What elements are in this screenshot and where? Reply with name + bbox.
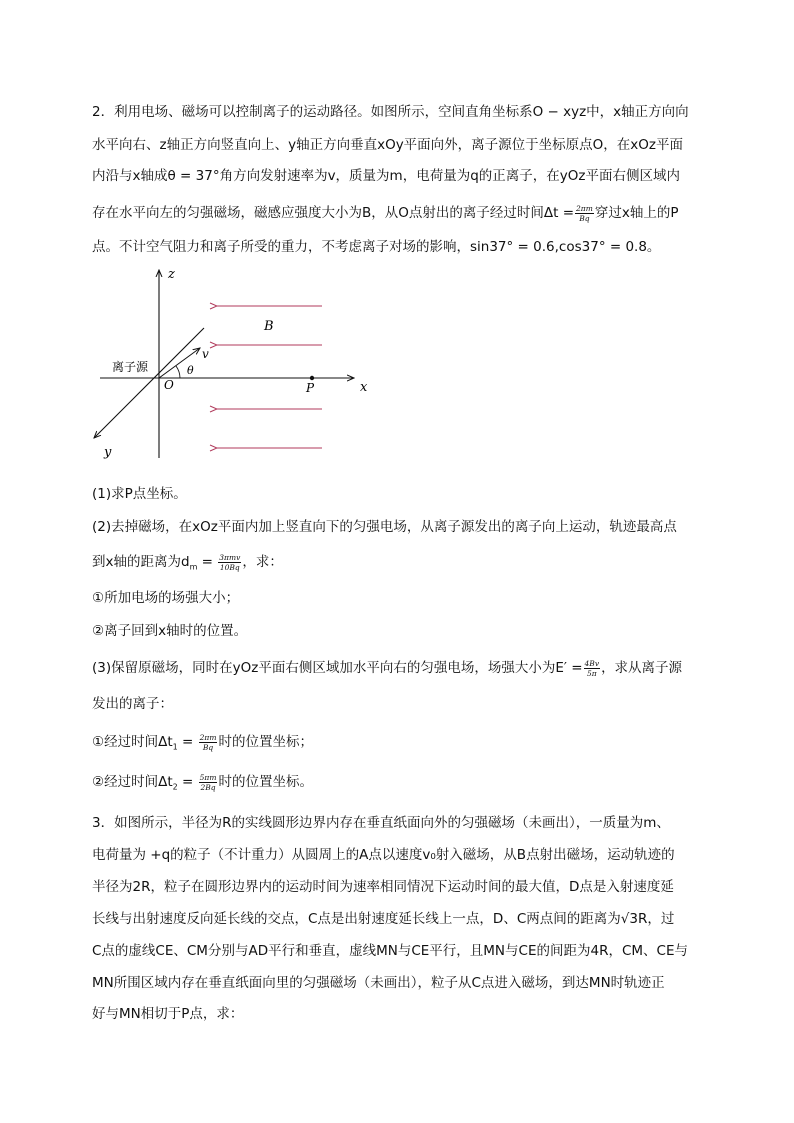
- equals-sign: =: [177, 734, 198, 750]
- q2-sub-3-item-1: [92, 732, 313, 758]
- point-p-label: P: [306, 381, 315, 395]
- velocity-label: v: [202, 347, 209, 361]
- dt1-text: ①经过时间Δt: [92, 734, 173, 750]
- y-axis: [94, 328, 204, 438]
- fraction-numerator: 5πm: [199, 772, 217, 782]
- q3-line-2: 电荷量为 +q的粒子（不计重力）从圆周上的A点以速度v₀射入磁场，从B点射出磁场，运动轨迹的: [92, 847, 675, 863]
- y-axis-label: y: [104, 445, 112, 460]
- q2-line-4-text-a: 存在水平向左的匀强磁场，磁感应强度大小为B，从O点射出的离子经过时间Δt =: [92, 205, 575, 221]
- ion-source-label: 离子源: [112, 360, 149, 374]
- q2-sub-3-line-2: 发出的离子：: [92, 696, 173, 712]
- fraction-numerator: 4Bv: [584, 658, 600, 668]
- fraction-denominator: 5π: [586, 668, 597, 678]
- theta-label: θ: [187, 364, 194, 377]
- z-axis-label: z: [168, 267, 175, 282]
- q2-sub-3-item-2: [92, 772, 313, 798]
- q3-line-5: C点的虚线CE、CM分别与AD平行和垂直，虚线MN与CE平行，且MN与CE的间距为4R，CM、CE与: [92, 943, 688, 959]
- fraction-denominator: Bq: [579, 213, 590, 223]
- dt2-tail: 时的位置坐标。: [218, 774, 313, 790]
- q2-time-fraction: [575, 204, 594, 223]
- point-p-marker: [310, 376, 314, 380]
- sub3-text-b: ，求从离子源: [601, 660, 683, 676]
- dt2-fraction: [199, 773, 218, 792]
- q2-sub-1: (1)求P点坐标。: [92, 486, 187, 502]
- origin-label: O: [164, 378, 174, 392]
- dt2-subscript: 2: [172, 782, 178, 792]
- q3-line-3: 半径为2R，粒子在圆形边界内的运动时间为速率相同情况下运动时间的最大值，D点是入射速度延: [92, 879, 674, 895]
- fraction-denominator: 10Bq: [219, 562, 240, 572]
- fraction-denominator: 2Bq: [200, 782, 216, 792]
- dm-subscript: m: [189, 562, 198, 572]
- equals-sign: =: [177, 774, 198, 790]
- q2-line-2: 水平向右、z轴正方向竖直向上、y轴正方向垂直xOy平面向外，离子源位于坐标原点O，在xOz平面: [92, 137, 684, 153]
- dt1-tail: 时的位置坐标；: [218, 734, 313, 750]
- q2-line-4: [92, 203, 679, 223]
- fraction-denominator: Bq: [202, 742, 214, 752]
- fraction-numerator: 2πm: [199, 732, 217, 742]
- field-b-label: B: [264, 319, 274, 334]
- e-prime-fraction: [584, 659, 601, 678]
- q2-sub-3-line-1: [92, 658, 682, 678]
- x-axis-label: x: [360, 380, 368, 395]
- sub3-text-a: (3)保留原磁场，同时在yOz平面右侧区域加水平向右的匀强电场，场强大小为E′ =: [92, 660, 583, 676]
- q2-sub-2-item-2: ②离子回到x轴时的位置。: [92, 623, 248, 639]
- q3-line-4: 长线与出射速度反向延长线的交点，C点是出射速度延长线上一点，D、C两点间的距离为√3R，过: [92, 911, 675, 927]
- equals-sign: =: [197, 554, 218, 570]
- dt2-text: ②经过时间Δt: [92, 774, 173, 790]
- q2-line-3: 内沿与x轴成θ = 37°角方向发射速率为v，质量为m，电荷量为q的正离子，在yOz平面右侧区域内: [92, 168, 680, 184]
- dt1-fraction: [199, 733, 218, 752]
- q2-line-5: 点。不计空气阻力和离子所受的重力，不考虑离子对场的影响，sin37° = 0.6,cos37° = 0.8。: [92, 239, 661, 255]
- q2-sub-2-line-2: [92, 552, 283, 578]
- q3-line-1: 3．如图所示，半径为R的实线圆形边界内存在垂直纸面向外的匀强磁场（未画出），一质量为m、: [92, 815, 670, 831]
- coordinate-figure: [92, 262, 382, 467]
- q3-line-7: 好与MN相切于P点，求：: [92, 1006, 244, 1022]
- fraction-numerator: 2πm: [576, 203, 593, 213]
- dm-fraction: [218, 553, 241, 572]
- dm-tail: ，求：: [242, 554, 283, 570]
- theta-arc: [176, 366, 180, 378]
- q3-line-6: MN所围区域内存在垂直纸面向里的匀强磁场（未画出），粒子从C点进入磁场，到达MN时轨迹正: [92, 975, 665, 991]
- q2-sub-2-item-1: ①所加电场的场强大小；: [92, 590, 240, 606]
- dm-text: 到x轴的距离为d: [92, 554, 190, 570]
- fraction-numerator: 3πmv: [219, 552, 241, 562]
- dt1-subscript: 1: [172, 742, 178, 752]
- q2-line-4-text-b: 穿过x轴上的P: [594, 205, 679, 221]
- q2-sub-2-line-1: (2)去掉磁场，在xOz平面内加上竖直向下的匀强电场，从离子源发出的离子向上运动，轨迹最高点: [92, 519, 677, 535]
- q2-line-1: 2．利用电场、磁场可以控制离子的运动路径。如图所示，空间直角坐标系O − xyz中，x轴正方向向: [92, 104, 689, 120]
